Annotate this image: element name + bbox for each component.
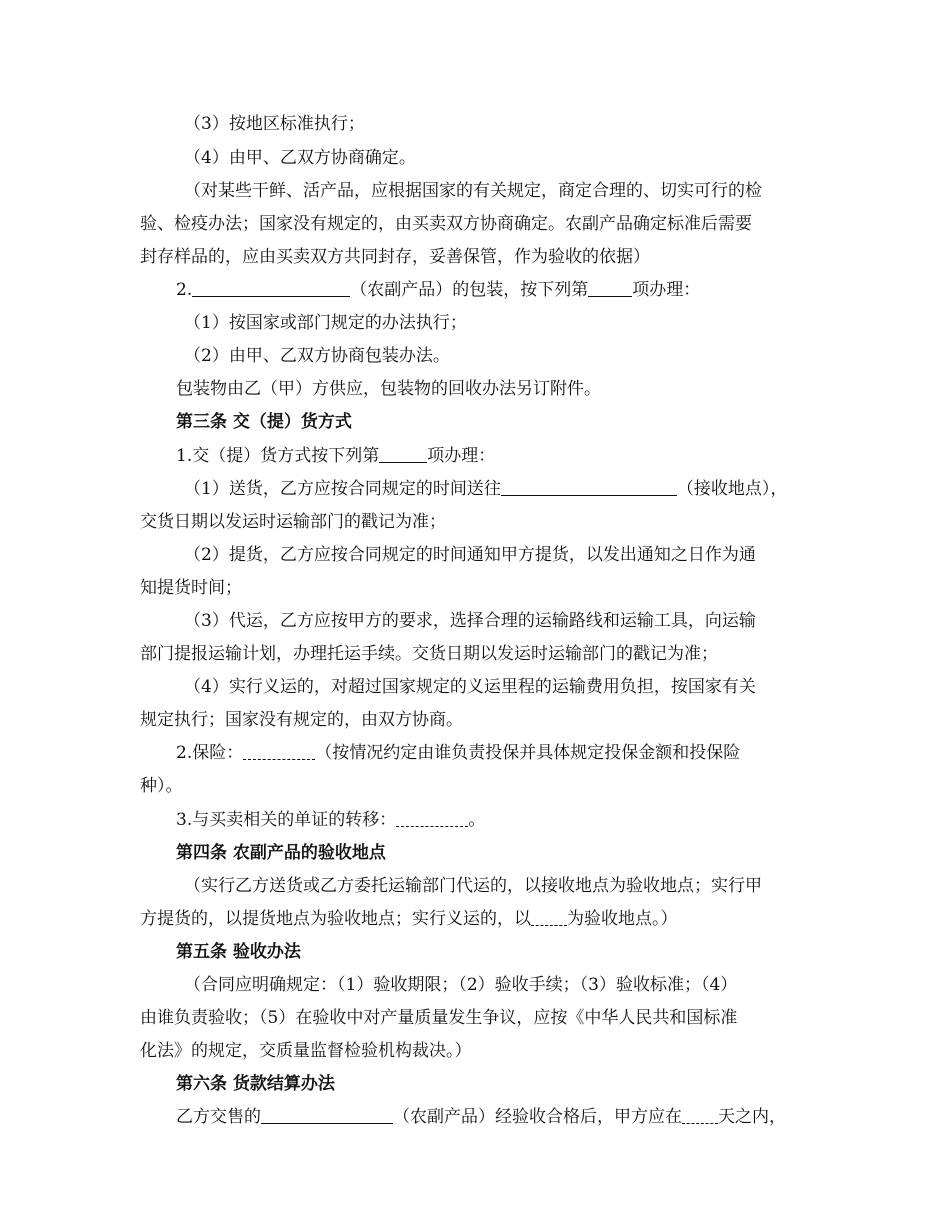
inspection-place-line-1: （实行乙方送货或乙方委托运输部门代运的，以接收地点为验收地点；实行甲 [184, 876, 762, 896]
delivery-method-line [176, 444, 830, 468]
inspection-place-blank [531, 907, 567, 926]
payment-line [176, 1105, 830, 1129]
payment-text-mid: （农副产品）经验收合格后，甲方应在 [393, 1107, 682, 1127]
packaging-item-2: （2）由甲、乙双方协商包装办法。 [184, 346, 450, 366]
packaging-text-end: 项办理： [632, 280, 701, 300]
note-line-3: 封存样品的，应由买卖双方共同封存，妥善保管，作为验收的依据） [140, 247, 650, 267]
payment-text-end: 天之内， [718, 1107, 786, 1127]
payment-product-blank [261, 1105, 393, 1124]
documents-blank [396, 808, 468, 827]
inspection-method-line-2: 由谁负责验收；（5）在验收中对产量质量发生争议，应按《中华人民共和国标准 [140, 1008, 738, 1028]
payment-days-blank [682, 1105, 718, 1124]
note-line-2: 验、检疫办法；国家没有规定的，由买卖双方协商确定。农副产品确定标准后需要 [140, 214, 752, 234]
packaging-item-1: （1）按国家或部门规定的办法执行； [184, 313, 467, 333]
delivery-item-3-cont: 部门提报运输计划，办理托运手续。交货日期以发运时运输部门的戳记为准； [140, 644, 718, 664]
insurance-line [176, 741, 830, 765]
documents-end: 。 [468, 810, 486, 830]
delivery-item-4: （4）实行义运的，对超过国家规定的义运里程的运输费用负担，按国家有关 [184, 677, 756, 697]
packaging-line [176, 278, 830, 302]
note-line-1: （对某些干鲜、活产品，应根据国家的有关规定，商定合理的、切实可行的检 [184, 181, 762, 201]
clause-item-4: （4）由甲、乙双方协商确定。 [184, 148, 416, 168]
packaging-text: （农副产品）的包装，按下列第 [350, 280, 589, 300]
insurance-blank [243, 741, 315, 760]
packaging-number: 2. [176, 280, 193, 300]
delivery-method-text: 1.交（提）货方式按下列第 [176, 446, 380, 466]
delivery-item-3: （3）代运，乙方应按甲方的要求，选择合理的运输路线和运输工具，向运输 [184, 611, 756, 631]
payment-text: 乙方交售的 [176, 1107, 261, 1127]
inspection-method-line-1: （合同应明确规定：（1）验收期限；（2）验收手续；（3）验收标准；（4） [184, 975, 738, 995]
delivery-item-2: （2）提货，乙方应按合同规定的时间通知甲方提货，以发出通知之日作为通 [184, 545, 756, 565]
delivery-item-1-cont: 交货日期以发运时运输部门的戳记为准； [140, 512, 446, 532]
documents-line [176, 808, 830, 832]
article-5-heading: 第五条 验收办法 [176, 942, 301, 962]
documents-label: 3.与买卖相关的单证的转移： [176, 810, 397, 830]
delivery-item-4-cont: 规定执行；国家没有规定的，由双方协商。 [140, 710, 463, 730]
inspection-place-line-2 [140, 907, 830, 931]
delivery-item-1-end: （接收地点）， [676, 479, 788, 499]
article-3-heading: 第三条 交（提）货方式 [176, 412, 352, 432]
receiving-place-blank [501, 477, 677, 496]
article-4-heading: 第四条 农副产品的验收地点 [176, 843, 386, 863]
item-number-blank [588, 278, 632, 297]
product-blank [192, 278, 350, 297]
article-6-heading: 第六条 货款结算办法 [176, 1074, 335, 1094]
clause-item-3: （3）按地区标准执行； [184, 114, 365, 134]
delivery-method-end: 项办理： [427, 446, 496, 466]
insurance-text: （按情况约定由谁负责投保并具体规定投保金额和投保险 [315, 743, 741, 763]
inspection-place-end: 为验收地点。） [567, 909, 678, 929]
inspection-method-line-3: 化法》的规定，交质量监督检验机构裁决。） [140, 1041, 472, 1061]
delivery-item-1-text: （1）送货，乙方应按合同规定的时间送往 [184, 479, 501, 499]
insurance-label: 2.保险： [176, 743, 244, 763]
inspection-place-text: 方提货的，以提货地点为验收地点；实行义运的，以 [140, 909, 531, 929]
delivery-item-2-cont: 知提货时间； [140, 578, 242, 598]
delivery-item-1 [184, 477, 830, 501]
delivery-item-blank [379, 444, 427, 463]
insurance-cont: 种）。 [140, 776, 183, 796]
packaging-material: 包装物由乙（甲）方供应，包装物的回收办法另订附件。 [176, 379, 601, 399]
